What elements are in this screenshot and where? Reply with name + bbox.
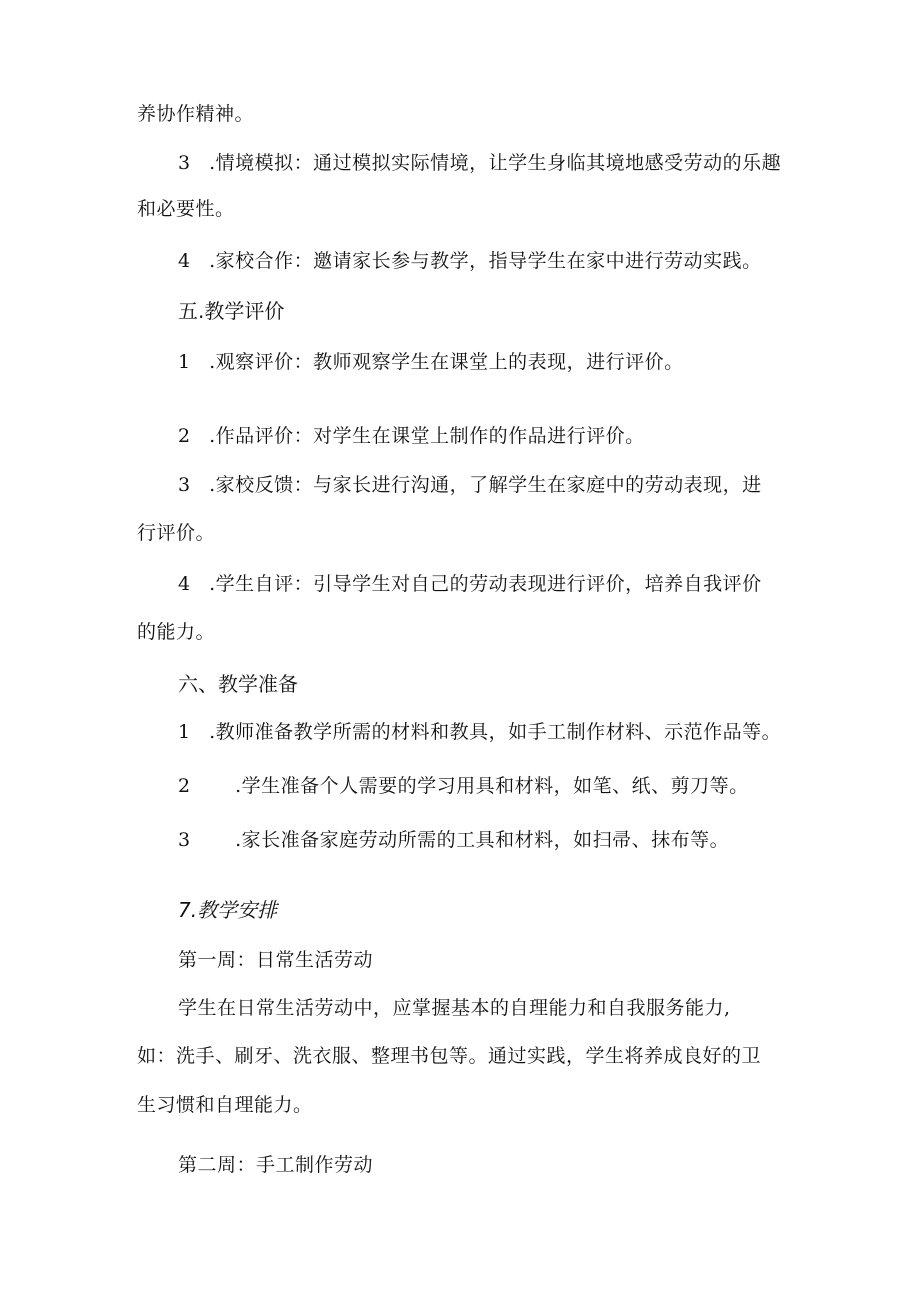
list-number: 1: [178, 351, 191, 373]
list-item: [178, 424, 645, 448]
text-line: 养协作精神。: [137, 103, 255, 125]
text-line: 第二周：手工制作劳动: [178, 1154, 374, 1176]
list-number: 1: [178, 721, 191, 743]
text-line: 生习惯和自理能力。: [137, 1094, 313, 1116]
text-line: 如：洗手、刷牙、洗衣服、整理书包等。通过实践，学生将养成良好的卫: [137, 1045, 762, 1067]
list-text: .教师准备教学所需的材料和教具，如手工制作材料、示范作品等。: [209, 721, 782, 743]
list-text: .家校合作：邀请家长参与教学，指导学生在家中进行劳动实践。: [209, 250, 762, 272]
list-item: [178, 572, 762, 596]
list-text: .学生准备个人需要的学习用具和材料，如笔、纸、剪刀等。: [235, 775, 749, 797]
list-number: 4: [178, 250, 191, 272]
text-line: 学生在日常生活劳动中，应掌握基本的自理能力和自我服务能力,: [178, 997, 731, 1019]
list-text: .家长准备家庭劳动所需的工具和材料，如扫帚、抹布等。: [235, 829, 730, 851]
list-item: [178, 151, 781, 175]
list-item: [178, 473, 762, 497]
text-line: 第一周：日常生活劳动: [178, 949, 374, 971]
text-line: 的能力。: [137, 621, 216, 643]
list-text: .作品评价：对学生在课堂上制作的作品进行评价。: [209, 425, 645, 447]
list-text: .情境模拟：通过模拟实际情境，让学生身临其境地感受劳动的乐趣: [209, 152, 782, 174]
section-heading: 7.教学安排: [178, 898, 278, 922]
list-item: [178, 828, 729, 852]
list-item: [178, 350, 684, 374]
text-line: 行评价。: [137, 522, 216, 544]
section-heading: 五.教学评价: [178, 299, 285, 323]
list-number: 3: [178, 152, 191, 174]
section-heading: 六、教学准备: [178, 672, 298, 696]
list-number: 3: [178, 474, 191, 496]
list-number: 4: [178, 573, 191, 595]
list-number: 2: [178, 775, 191, 797]
list-text: .学生自评：引导学生对自己的劳动表现进行评价，培养自我评价: [209, 573, 762, 595]
list-text: .观察评价：教师观察学生在课堂上的表现，进行评价。: [209, 351, 684, 373]
list-item: [178, 720, 781, 744]
list-number: 3: [178, 829, 191, 851]
text-line: 和必要性。: [137, 198, 235, 220]
list-item: [178, 774, 749, 798]
list-number: 2: [178, 425, 191, 447]
list-item: [178, 249, 762, 273]
list-text: .家校反馈：与家长进行沟通，了解学生在家庭中的劳动表现，进: [209, 474, 762, 496]
